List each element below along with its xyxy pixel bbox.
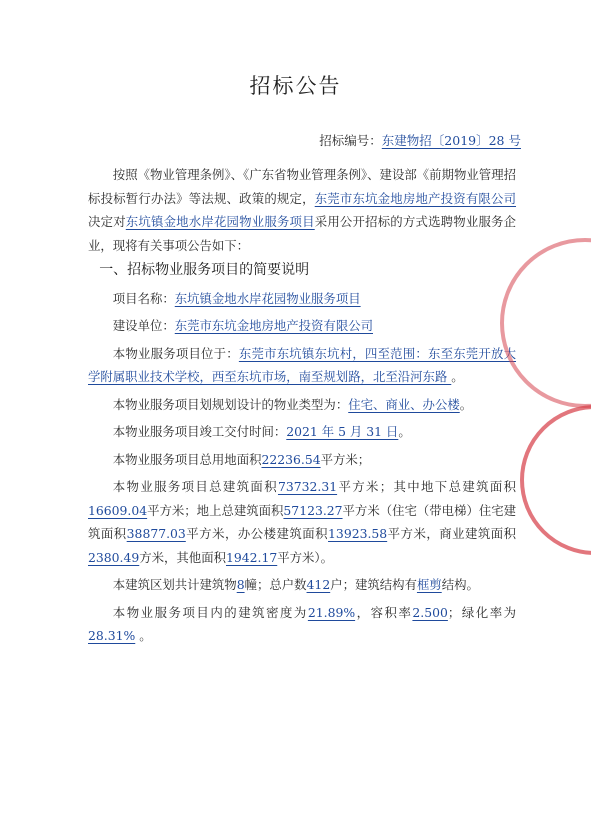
completion-date: 2021 年 5 月 31 日 [286,424,399,439]
builder-label: 建设单位： [112,318,175,333]
completion-line [88,420,516,444]
greening-rate-value: 28.31% [88,628,136,643]
project-name-label: 项目名称： [112,290,175,306]
office-area-value: 13923.58 [328,526,388,541]
area-text-7: 方米，其他面积 [139,549,226,565]
land-area-unit: 平方米； [320,451,371,467]
density-text-1: 本物业服务项目内的建筑密度为 [112,604,308,620]
property-type-line [88,393,516,417]
buildings-text-2: 幢；总户数 [244,577,307,592]
land-area-label: 本物业服务项目总用地面积 [112,451,262,467]
document-body [88,163,516,648]
density-text-3: ；绿化率为 [447,604,517,620]
location-label: 本物业服务项目位于： [112,345,239,361]
area-text-6: 平方米，商业建筑面积 [387,526,517,541]
intro-text-1: 按照《物业管理条例》、《广东省物业管理条例》、建设部《前期物业管理招标投标暂行办法》等法规、政策的规定， [88,167,516,206]
buildings-text-1: 本建筑区划共计建筑物 [112,577,237,592]
property-type-end: 。 [459,396,473,412]
location-paragraph [88,342,516,389]
buildings-count: 8 [236,577,245,592]
total-area-value: 73732.31 [277,479,338,494]
building-area-paragraph [88,475,516,569]
location-value: 东莞市东坑镇东坑村，四至范围：东至东莞开放大学附属职业技术学校，西至东坑市场，南至规划路，北至沿河东路 [88,345,517,384]
area-text-5: 平方米，办公楼建筑面积 [185,526,329,541]
builder-line [88,314,516,338]
area-text-8: 平方米）。 [277,549,333,565]
density-text-2: ，容积率 [355,604,413,620]
property-type-value: 住宅、商业、办公楼 [348,396,460,412]
residential-area-value: 38877.03 [126,526,186,541]
commercial-area-value: 2380.49 [88,549,140,565]
project-name: 东坑镇金地水岸花园物业服务项目 [174,290,361,306]
property-type-label: 本物业服务项目划规划设计的物业类型为： [112,396,349,412]
buildings-paragraph [88,573,516,597]
other-area-value: 1942.17 [225,549,278,565]
density-value: 21.89% [307,604,356,620]
intro-project: 东坑镇金地水岸花园物业服务项目 [125,214,315,229]
completion-label: 本物业服务项目竣工交付时间： [112,424,287,439]
above-ground-area-value: 57123.27 [283,502,343,518]
floor-area-ratio-value: 2.500 [412,604,448,620]
completion-end: 。 [398,424,411,439]
underground-area-value: 16609.04 [88,502,148,518]
structure-type: 框剪 [416,577,442,592]
document-number-line [319,131,521,149]
land-area-line [88,448,516,472]
seal-stamp-lower [520,405,591,555]
area-text-4: 平方米（住宅（带电梯）住宅建筑面积 [88,502,517,541]
document-title: 招标公告 [249,74,342,98]
intro-text-3: 采用公开招标的方式选聘物业服务企业，现将有关事项公告如下： [88,214,517,253]
section-heading: 一、招标物业服务项目的简要说明 [99,262,310,278]
location-end: 。 [451,369,464,384]
intro-paragraph [88,163,516,257]
intro-text-2: 决定对 [88,214,126,229]
buildings-text-4: 结构。 [441,577,479,592]
document-number: 东建物招〔2019〕28 号 [381,133,521,148]
area-text-2: 平方米；其中地下总建筑面积 [337,479,517,494]
density-paragraph [88,601,516,648]
buildings-text-3: 户；建筑结构有 [330,577,417,592]
land-area-value: 22236.54 [261,451,321,467]
intro-company: 东莞市东坑金地房地产投资有限公司 [314,190,517,206]
builder-name: 东莞市东坑金地房地产投资有限公司 [174,318,373,333]
households-count: 412 [306,577,331,592]
document-number-label: 招标编号： [319,133,382,148]
density-text-4: 。 [135,628,152,643]
area-text-3: 平方米；地上总建筑面积 [147,502,284,518]
area-text-1: 本物业服务项目总建筑面积 [112,479,278,494]
project-name-line [88,287,516,311]
